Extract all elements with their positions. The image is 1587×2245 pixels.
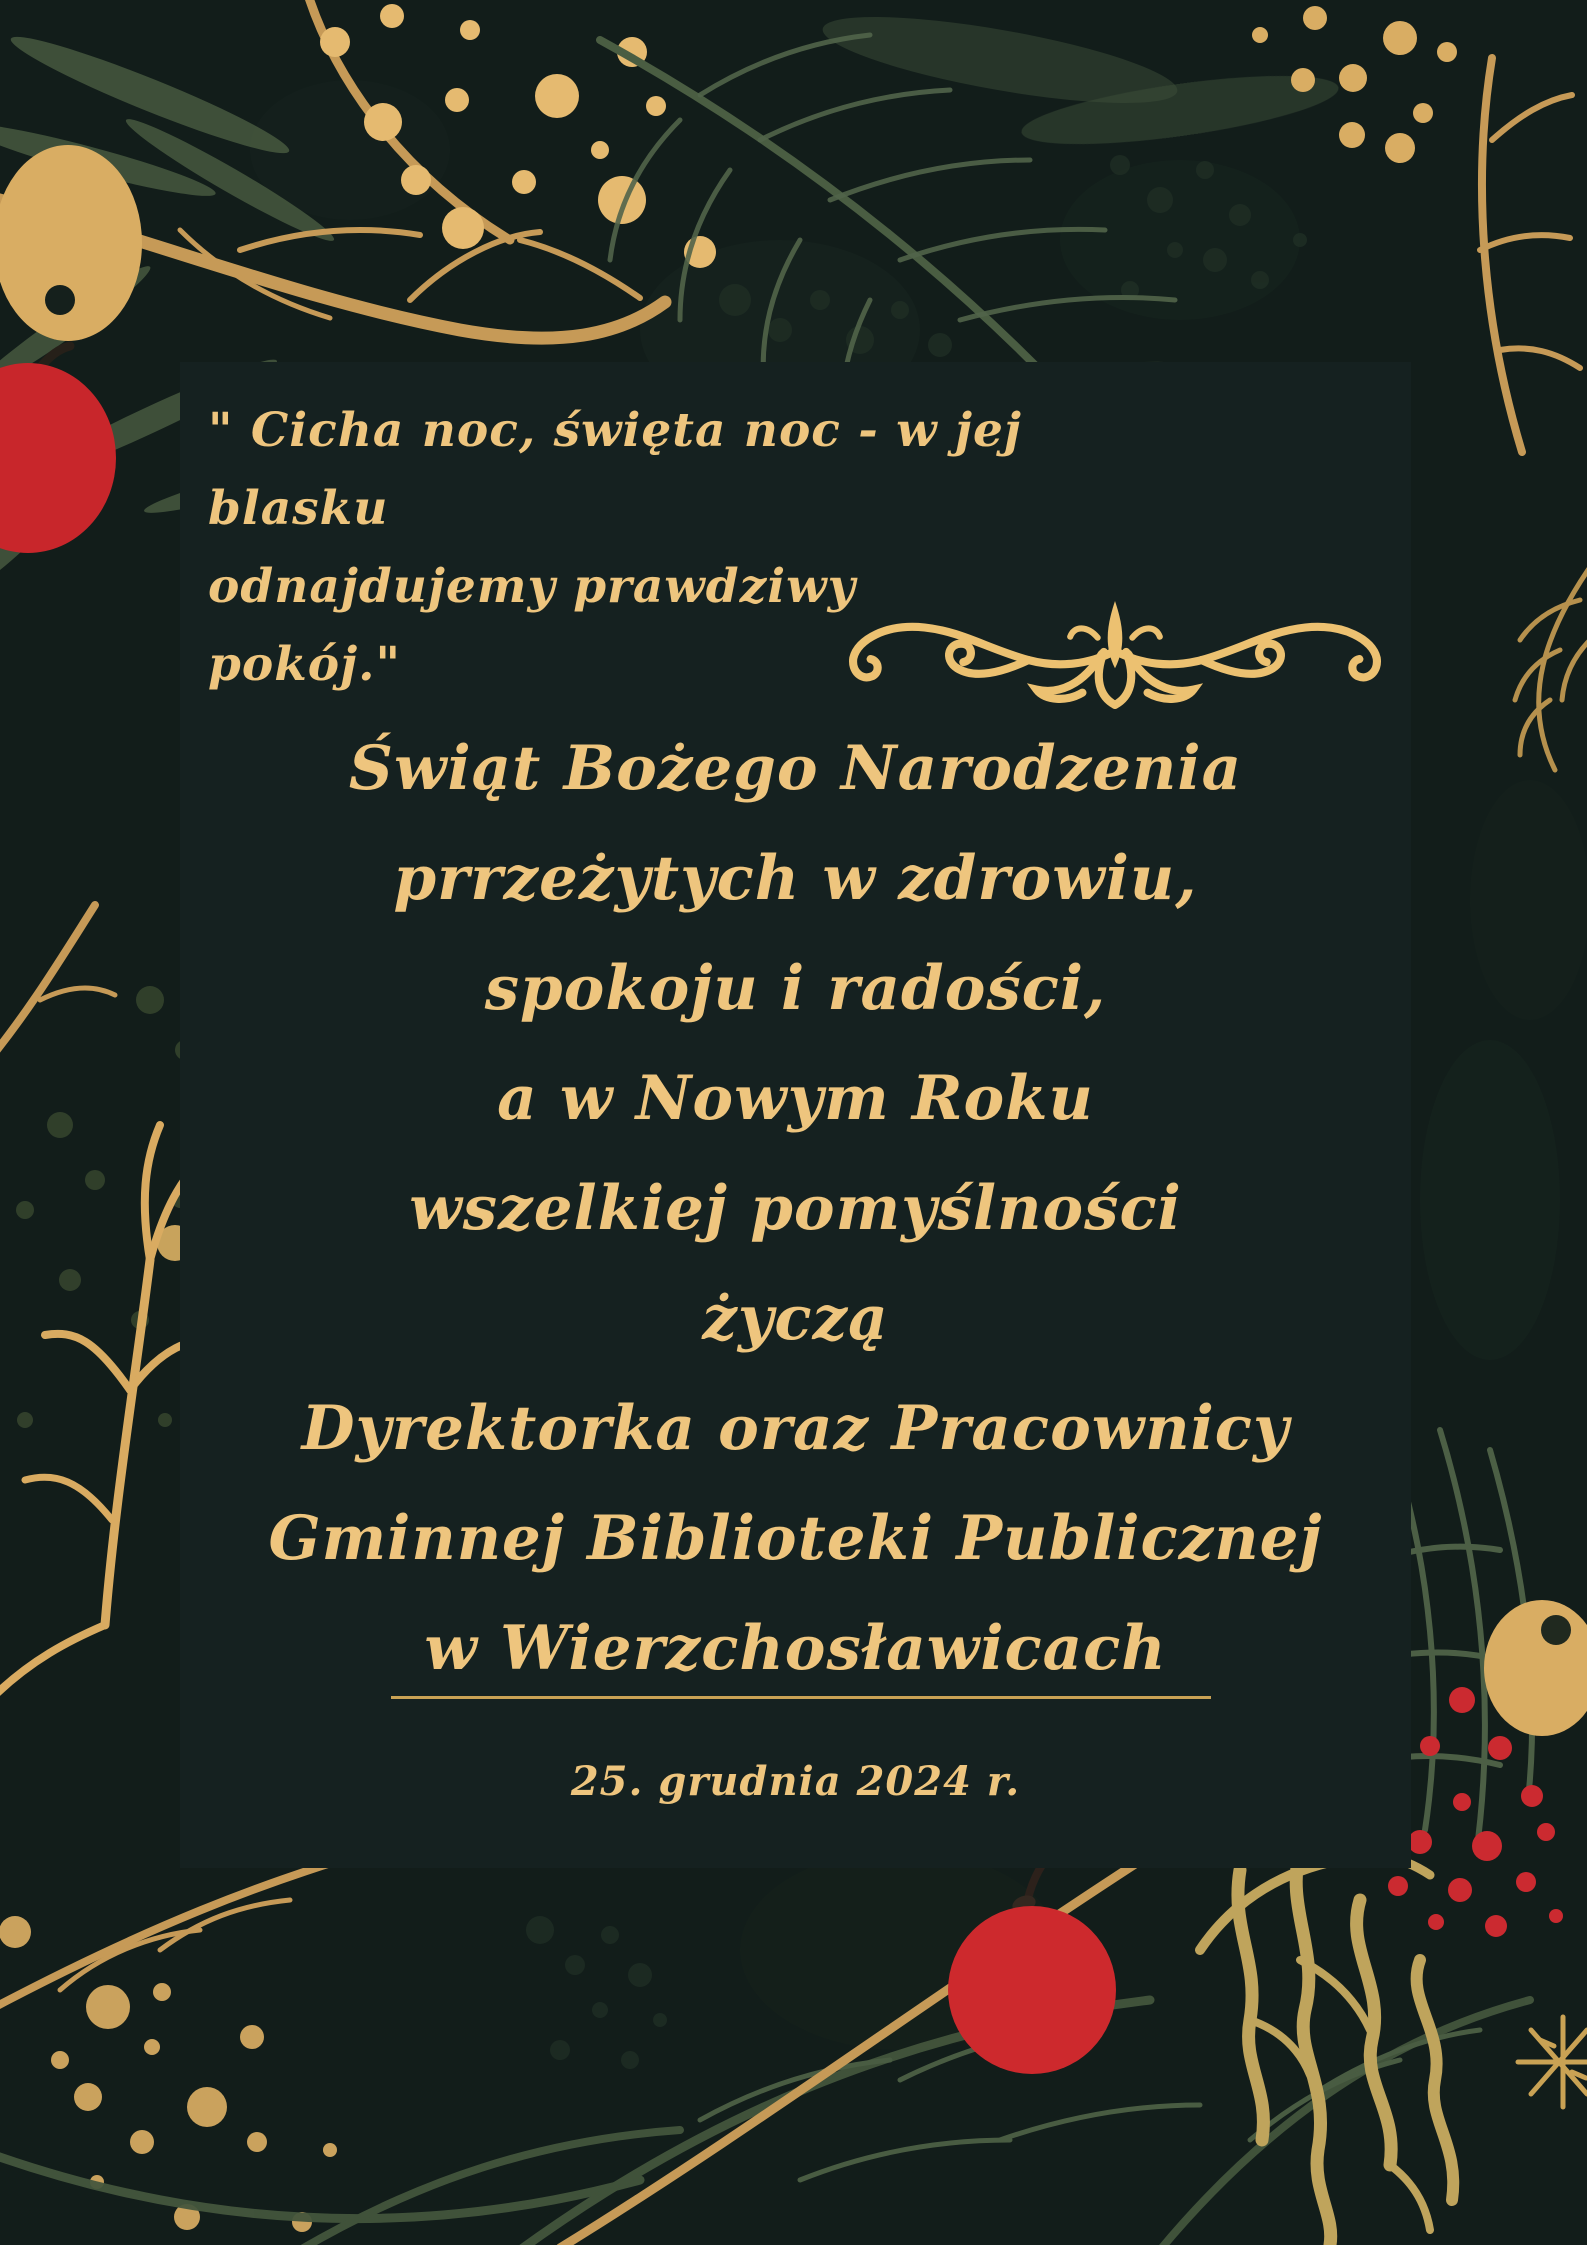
quote-line-1: " Cicha noc, święta noc - w jej blasku — [208, 403, 1022, 536]
flourish-divider-icon — [835, 590, 1395, 720]
date-divider-line — [391, 1696, 1211, 1699]
wish-line: spokoju i radości, — [484, 953, 1107, 1024]
wish-line: Świąt Bożego Narodzenia — [348, 733, 1243, 804]
wish-line: a w Nowym Roku — [497, 1063, 1094, 1134]
quote-line-2: odnajdujemy prawdziwy pokój." — [208, 559, 856, 692]
wishes-block — [180, 714, 1411, 1704]
wish-line: Dyrektorka oraz Pracownicy — [301, 1393, 1290, 1464]
date-text: 25. grudnia 2024 r. — [570, 1758, 1021, 1805]
greeting-panel — [180, 362, 1411, 1868]
wish-line: prrzeżytych w zdrowiu, — [393, 843, 1198, 914]
wish-line: w Wierzchosławicach — [424, 1613, 1167, 1684]
wish-line: wszelkiej pomyślności — [409, 1173, 1182, 1244]
wish-line: Gminnej Biblioteki Publicznej — [268, 1503, 1323, 1574]
wish-line: życzą — [702, 1283, 889, 1354]
gold-ornament-ball — [0, 145, 142, 341]
flourish-center-leaf — [1108, 601, 1123, 668]
